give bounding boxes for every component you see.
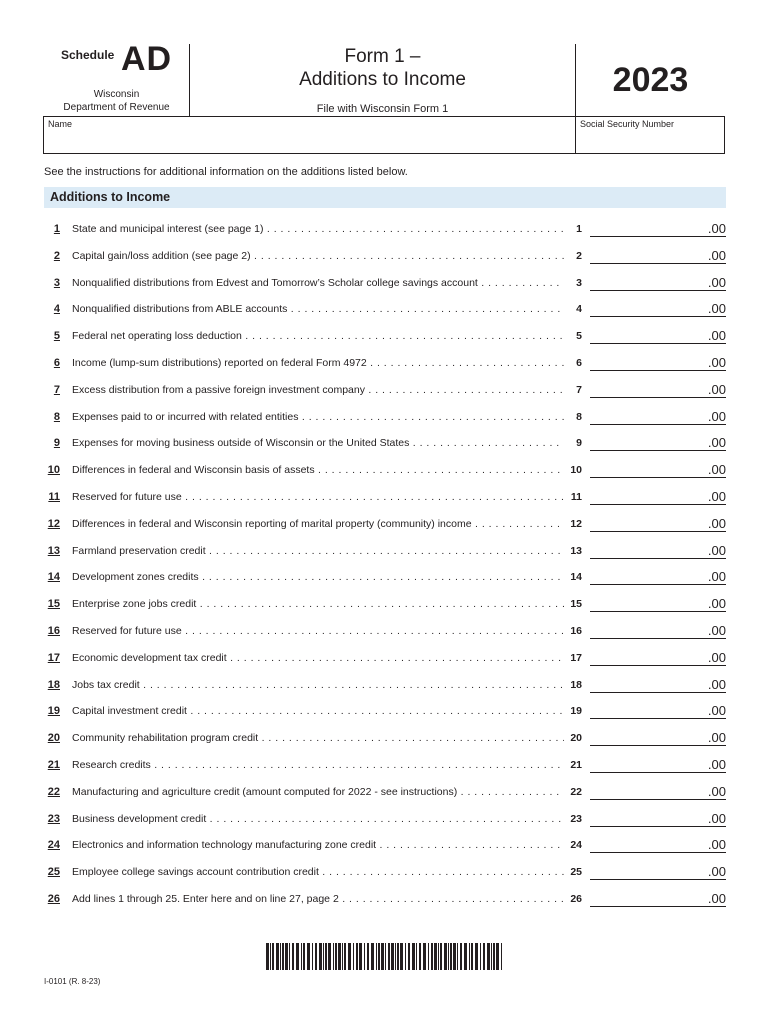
cents-label: .00 xyxy=(707,221,726,236)
barcode-bar xyxy=(408,943,410,970)
barcode-bar xyxy=(371,943,374,970)
amount-field[interactable] xyxy=(590,433,726,451)
line-description: Jobs tax credit . . . xyxy=(72,679,564,691)
line-reference: 20 xyxy=(570,732,582,745)
amount-field[interactable] xyxy=(590,835,726,853)
ssn-label: Social Security Number xyxy=(580,119,675,129)
table-row xyxy=(0,589,770,616)
line-reference: 11 xyxy=(570,490,582,503)
line-number: 20 xyxy=(47,732,60,745)
cents-label: .00 xyxy=(707,328,726,344)
barcode-bar xyxy=(367,943,369,970)
table-row xyxy=(0,857,770,884)
line-number: 6 xyxy=(53,356,60,369)
file-with-note: File with Wisconsin Form 1 xyxy=(316,103,449,115)
barcode-bar xyxy=(272,943,274,970)
table-row xyxy=(0,723,770,750)
line-number: 2 xyxy=(53,249,60,262)
barcode-bar xyxy=(296,943,299,970)
line-reference: 16 xyxy=(570,624,582,637)
table-row xyxy=(0,562,770,589)
amount-field[interactable] xyxy=(590,219,726,237)
line-description: Development zones credits . . . xyxy=(72,571,564,583)
table-row xyxy=(0,402,770,429)
line-number: 9 xyxy=(53,437,60,450)
line-reference: 5 xyxy=(576,330,582,343)
barcode-bar xyxy=(475,943,478,970)
line-number: 12 xyxy=(47,517,60,530)
cents-label: .00 xyxy=(707,515,726,531)
cents-label: .00 xyxy=(707,408,726,424)
line-reference: 2 xyxy=(576,249,582,262)
table-row xyxy=(0,536,770,563)
line-number: 4 xyxy=(53,303,60,316)
barcode-bar xyxy=(483,943,485,970)
cents-label: .00 xyxy=(707,810,726,826)
line-description: Expenses paid to or incurred with related entities . . . xyxy=(72,411,564,423)
line-number: 16 xyxy=(47,624,60,637)
barcode-bar xyxy=(450,943,452,970)
barcode-bar xyxy=(405,943,406,970)
table-row xyxy=(0,321,770,348)
amount-field[interactable] xyxy=(590,567,726,585)
line-description: Income (lump-sum distributions) reported on federal Form 4972 . . . xyxy=(72,357,564,369)
line-reference: 21 xyxy=(570,758,582,771)
amount-field[interactable] xyxy=(590,326,726,344)
amount-field[interactable] xyxy=(590,862,726,880)
line-reference: 25 xyxy=(570,866,582,879)
barcode-bar xyxy=(266,943,269,970)
cents-label: .00 xyxy=(707,354,726,370)
line-reference: 14 xyxy=(570,571,582,584)
line-description: Nonqualified distributions from Edvest and Tomorrow’s Scholar college savings account . . . xyxy=(72,277,564,289)
barcode-bar xyxy=(423,943,426,970)
barcode-bar xyxy=(344,943,346,970)
line-reference: 7 xyxy=(576,383,582,396)
amount-field[interactable] xyxy=(590,273,726,291)
line-number: 1 xyxy=(53,223,60,235)
table-row xyxy=(0,777,770,804)
line-description: Federal net operating loss deduction . . . xyxy=(72,330,564,342)
line-reference: 13 xyxy=(570,544,582,557)
schedule-word: Schedule xyxy=(61,48,115,62)
table-row xyxy=(0,214,770,241)
line-description: Farmland preservation credit . . . xyxy=(72,545,564,557)
form-header xyxy=(43,40,725,154)
cents-label: .00 xyxy=(707,730,726,746)
line-description: Business development credit . . . xyxy=(72,813,564,825)
identity-row xyxy=(43,116,725,154)
barcode-bar xyxy=(342,943,343,970)
line-number: 5 xyxy=(53,330,60,343)
line-description: Reserved for future use . . . xyxy=(72,491,564,503)
line-description: Differences in federal and Wisconsin basis of assets . . . xyxy=(72,464,564,476)
barcode-bar xyxy=(388,943,390,970)
amount-field[interactable] xyxy=(590,541,726,559)
barcode-bar xyxy=(464,943,467,970)
line-description: Add lines 1 through 25. Enter here and on line 27, page 2 . . . xyxy=(72,893,564,905)
line-reference: 26 xyxy=(570,892,582,905)
cents-label: .00 xyxy=(707,890,726,906)
barcode-bar xyxy=(307,943,310,970)
amount-field[interactable] xyxy=(590,246,726,264)
cents-label: .00 xyxy=(707,703,726,719)
cents-label: .00 xyxy=(707,435,726,451)
line-number: 7 xyxy=(53,383,60,396)
line-number: 19 xyxy=(47,705,60,718)
barcode-bar xyxy=(487,943,490,970)
line-reference: 17 xyxy=(570,651,582,664)
line-number: 22 xyxy=(47,785,60,798)
line-description: Nonqualified distributions from ABLE accounts . . . xyxy=(72,303,564,315)
cents-label: .00 xyxy=(707,542,726,558)
amount-field[interactable] xyxy=(590,487,726,505)
barcode-bar xyxy=(397,943,399,970)
barcode-bar xyxy=(338,943,341,970)
barcode-bar xyxy=(412,943,415,970)
line-description: Economic development tax credit . . . xyxy=(72,652,564,664)
barcode-bar xyxy=(276,943,279,970)
barcode-bar xyxy=(312,943,313,970)
amount-field[interactable] xyxy=(590,407,726,425)
cents-label: .00 xyxy=(707,837,726,853)
amount-field[interactable] xyxy=(590,755,726,773)
barcode-bar xyxy=(353,943,354,970)
line-description: State and municipal interest (see page 1) . . . xyxy=(72,223,564,235)
line-description: Capital investment credit . . . xyxy=(72,705,564,717)
barcode-bar xyxy=(460,943,462,970)
line-number: 10 xyxy=(47,464,60,477)
line-description: Capital gain/loss addition (see page 2) . . . xyxy=(72,250,564,262)
barcode-bar xyxy=(400,943,403,970)
barcode-bar xyxy=(323,943,324,970)
amount-field[interactable] xyxy=(590,299,726,317)
amount-field[interactable] xyxy=(590,701,726,719)
line-description: Expenses for moving business outside of Wisconsin or the United States . . . xyxy=(72,437,564,449)
cents-label: .00 xyxy=(707,488,726,504)
line-reference: 9 xyxy=(576,437,582,450)
line-description: Manufacturing and agriculture credit (amount computed for 2022 - see instructions) . . . xyxy=(72,786,564,798)
barcode-bar xyxy=(280,943,281,970)
line-description: Community rehabilitation program credit . . . xyxy=(72,732,564,744)
line-number: 13 xyxy=(47,544,60,557)
table-row xyxy=(0,696,770,723)
line-number: 23 xyxy=(47,812,60,825)
table-row xyxy=(0,375,770,402)
barcode-bar xyxy=(364,943,365,970)
line-number: 21 xyxy=(47,758,60,771)
table-row xyxy=(0,268,770,295)
title-box xyxy=(190,44,576,116)
barcode-bar xyxy=(496,943,499,970)
line-description: Excess distribution from a passive foreign investment company . . . xyxy=(72,384,564,396)
barcode-bar xyxy=(335,943,337,970)
table-row xyxy=(0,348,770,375)
line-number: 14 xyxy=(47,571,60,584)
amount-field[interactable] xyxy=(590,809,726,827)
line-number: 8 xyxy=(53,410,60,423)
barcode-bar xyxy=(440,943,442,970)
line-number: 15 xyxy=(47,598,60,611)
barcode-bar xyxy=(391,943,394,970)
barcode-bar xyxy=(315,943,317,970)
line-reference: 10 xyxy=(570,464,582,477)
line-reference: 12 xyxy=(570,517,582,530)
barcode-bar xyxy=(319,943,322,970)
barcode-bar xyxy=(480,943,481,970)
table-row xyxy=(0,294,770,321)
line-description: Employee college savings account contribution credit . . . xyxy=(72,866,564,878)
barcode-bar xyxy=(325,943,327,970)
name-label: Name xyxy=(48,119,73,129)
line-number: 25 xyxy=(47,866,60,879)
line-reference: 18 xyxy=(570,678,582,691)
barcode-bar xyxy=(356,943,358,970)
amount-field[interactable] xyxy=(590,889,726,907)
line-reference: 24 xyxy=(570,839,582,852)
table-row xyxy=(0,643,770,670)
barcode-bar xyxy=(376,943,377,970)
cents-label: .00 xyxy=(707,676,726,692)
barcode xyxy=(266,943,504,970)
barcode-bar xyxy=(419,943,421,970)
line-reference: 23 xyxy=(570,812,582,825)
table-row xyxy=(0,830,770,857)
line-number: 11 xyxy=(48,490,60,503)
barcode-bar xyxy=(491,943,492,970)
barcode-bar xyxy=(348,943,351,970)
cents-label: .00 xyxy=(707,649,726,665)
barcode-bar xyxy=(285,943,288,970)
barcode-bar xyxy=(333,943,334,970)
table-row xyxy=(0,241,770,268)
barcode-bar xyxy=(471,943,473,970)
table-row xyxy=(0,482,770,509)
cents-label: .00 xyxy=(707,596,726,612)
table-row xyxy=(0,804,770,831)
barcode-bar xyxy=(381,943,384,970)
table-row xyxy=(0,884,770,911)
line-description: Enterprise zone jobs credit . . . xyxy=(72,598,564,610)
barcode-bar xyxy=(448,943,449,970)
line-number: 24 xyxy=(47,839,60,852)
barcode-bar xyxy=(438,943,439,970)
name-field[interactable] xyxy=(43,117,576,154)
line-reference: 8 xyxy=(576,410,582,423)
barcode-bar xyxy=(301,943,302,970)
barcode-bar xyxy=(385,943,386,970)
amount-field[interactable] xyxy=(590,594,726,612)
amount-field[interactable] xyxy=(590,782,726,800)
line-reference: 6 xyxy=(576,356,582,369)
table-row xyxy=(0,616,770,643)
barcode-bar xyxy=(501,943,502,970)
line-reference: 22 xyxy=(570,785,582,798)
cents-label: .00 xyxy=(707,462,726,478)
ssn-field[interactable] xyxy=(576,117,725,154)
amount-field[interactable] xyxy=(590,353,726,371)
cents-label: .00 xyxy=(707,756,726,772)
barcode-bar xyxy=(270,943,271,970)
line-description: Differences in federal and Wisconsin reporting of marital property (community) income . . . xyxy=(72,518,564,530)
table-row xyxy=(0,455,770,482)
barcode-bar xyxy=(303,943,305,970)
agency-dept: Department of Revenue xyxy=(63,102,170,113)
barcode-bar xyxy=(434,943,437,970)
cents-label: .00 xyxy=(707,381,726,397)
table-row xyxy=(0,670,770,697)
cents-label: .00 xyxy=(707,274,726,290)
barcode-bar xyxy=(428,943,429,970)
barcode-bar xyxy=(395,943,396,970)
section-title: Additions to Income xyxy=(50,190,171,204)
form-code: I-0101 (R. 8-23) xyxy=(44,977,101,986)
agency-state: Wisconsin xyxy=(93,89,140,100)
line-number: 3 xyxy=(53,276,60,289)
cents-label: .00 xyxy=(707,569,726,585)
barcode-bar xyxy=(378,943,380,970)
line-reference: 1 xyxy=(576,223,582,235)
line-description: Research credits . . . xyxy=(72,759,564,771)
form-subtitle: Additions to Income xyxy=(299,69,466,90)
amount-field[interactable] xyxy=(590,514,726,532)
cents-label: .00 xyxy=(707,783,726,799)
line-number: 17 xyxy=(47,651,60,664)
schedule-code: AD xyxy=(121,40,173,78)
amount-field[interactable] xyxy=(590,621,726,639)
line-description: Electronics and information technology manufacturing zone credit . . . xyxy=(72,839,564,851)
amount-field[interactable] xyxy=(590,675,726,693)
barcode-bar xyxy=(416,943,417,970)
amount-field[interactable] xyxy=(590,728,726,746)
barcode-bar xyxy=(328,943,331,970)
table-row xyxy=(0,750,770,777)
line-reference: 15 xyxy=(570,598,582,611)
instructions-text: See the instructions for additional information on the additions listed below. xyxy=(44,166,408,178)
line-reference: 3 xyxy=(576,276,582,289)
barcode-bar xyxy=(292,943,294,970)
barcode-bar xyxy=(493,943,495,970)
agency-name xyxy=(43,88,190,114)
cents-label: .00 xyxy=(707,622,726,638)
table-row xyxy=(0,509,770,536)
barcode-bar xyxy=(431,943,433,970)
section-header xyxy=(44,187,726,208)
barcode-bar xyxy=(282,943,284,970)
amount-field[interactable] xyxy=(590,460,726,478)
table-row xyxy=(0,428,770,455)
form-title: Form 1 – xyxy=(344,46,421,67)
cents-label: .00 xyxy=(707,301,726,317)
schedule-box xyxy=(43,40,190,116)
barcode-bar xyxy=(453,943,456,970)
line-number: 18 xyxy=(47,678,60,691)
additions-lines xyxy=(0,214,770,911)
barcode-bar xyxy=(444,943,447,970)
amount-field[interactable] xyxy=(590,648,726,666)
line-reference: 19 xyxy=(570,705,582,718)
amount-field[interactable] xyxy=(590,380,726,398)
line-reference: 4 xyxy=(576,303,582,316)
barcode-bar xyxy=(359,943,362,970)
tax-year: 2023 xyxy=(612,61,689,99)
barcode-bar xyxy=(469,943,470,970)
barcode-bar xyxy=(457,943,458,970)
cents-label: .00 xyxy=(707,247,726,263)
barcode-bar xyxy=(289,943,290,970)
line-number: 26 xyxy=(47,892,60,905)
cents-label: .00 xyxy=(707,864,726,880)
line-description: Reserved for future use . . . xyxy=(72,625,564,637)
